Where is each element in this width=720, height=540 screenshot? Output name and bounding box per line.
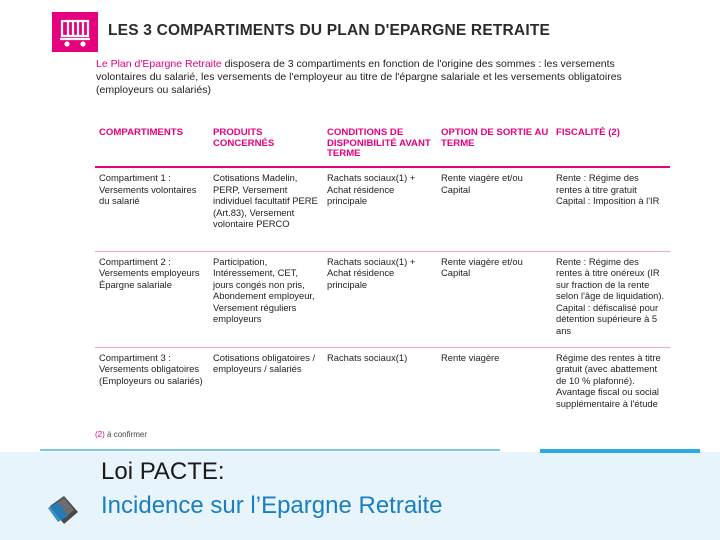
table-row [95,251,670,347]
intro-paragraph [96,58,656,97]
page-title: LES 3 COMPARTIMENTS DU PLAN D'EPARGNE RETRAITE [108,22,551,39]
caption-title: Loi PACTE: [101,458,225,485]
cell-conditions: Rachats sociaux(1) + Achat résidence principale [323,251,437,347]
compartments-table [95,128,670,419]
col-header-fiscalite: FISCALITÉ (2) [556,127,620,138]
table-row [95,167,670,251]
col-header-option: OPTION DE SORTIE AU TERME [441,127,549,149]
intro-text: disposera de 3 compartiments en fonction de l'origine des sommes : les versements volontaires du salarié, les versements de l'employeur au titre de l'épargne salariale et les versements obligatoires (employeurs ou salariés) [96,58,622,96]
cell-compartiment: Compartiment 2 : Versements employeurs Épargne salariale [95,251,209,347]
accent-line [540,449,700,453]
cell-fiscalite: Rente : Régime des rentes à titre gratuit Capital : Imposition à l'IR [552,167,670,251]
cell-conditions: Rachats sociaux(1) + Achat résidence principale [323,167,437,251]
cell-fiscalite: Rente : Régime des rentes à titre onéreux (IR sur fraction de la rente selon l'âge de liquidation). Capital : défiscalisé pour détention supérieure à 5 ans [552,251,670,347]
shopping-cart-icon [52,12,98,52]
cart-icon-box [52,12,98,52]
cell-conditions: Rachats sociaux(1) [323,347,437,419]
cell-compartiment: Compartiment 1 : Versements volontaires du salarié [95,167,209,251]
footnote-text: à confirmer [107,430,148,439]
intro-prefix: Le Plan d'Epargne Retraite [96,58,222,70]
cell-compartiment: Compartiment 3 : Versements obligatoires (Employeurs ou salariés) [95,347,209,419]
table-header-row [95,128,670,167]
cell-fiscalite: Régime des rentes à titre gratuit (avec abattement de 10 % plafonné). Avantage fiscal ou social supplémentaire à l'étude [552,347,670,419]
divider-line [40,449,500,451]
cell-option: Rente viagère [437,347,552,419]
cell-produits: Cotisations obligatoires / employeurs / salariés [209,347,323,419]
diamond-logo-icon [46,492,82,528]
footnote [95,430,147,439]
col-header-conditions: CONDITIONS DE DISPONIBILITÉ AVANT TERME [327,127,431,160]
table-row [95,347,670,419]
cell-option: Rente viagère et/ou Capital [437,167,552,251]
col-header-compartiments: COMPARTIMENTS [99,127,184,138]
col-header-produits: PRODUITS CONCERNÉS [213,127,275,149]
footnote-marker: (2) [95,430,105,439]
cell-produits: Cotisations Madelin, PERP, Versement individuel facultatif PERE (Art.83), Versement volontaire PERCO [209,167,323,251]
caption-subtitle: Incidence sur l’Epargne Retraite [101,492,443,519]
cell-produits: Participation, Intéressement, CET, jours congés non pris, Abondement employeur, Versement réguliers employeurs [209,251,323,347]
cell-option: Rente viagère et/ou Capital [437,251,552,347]
